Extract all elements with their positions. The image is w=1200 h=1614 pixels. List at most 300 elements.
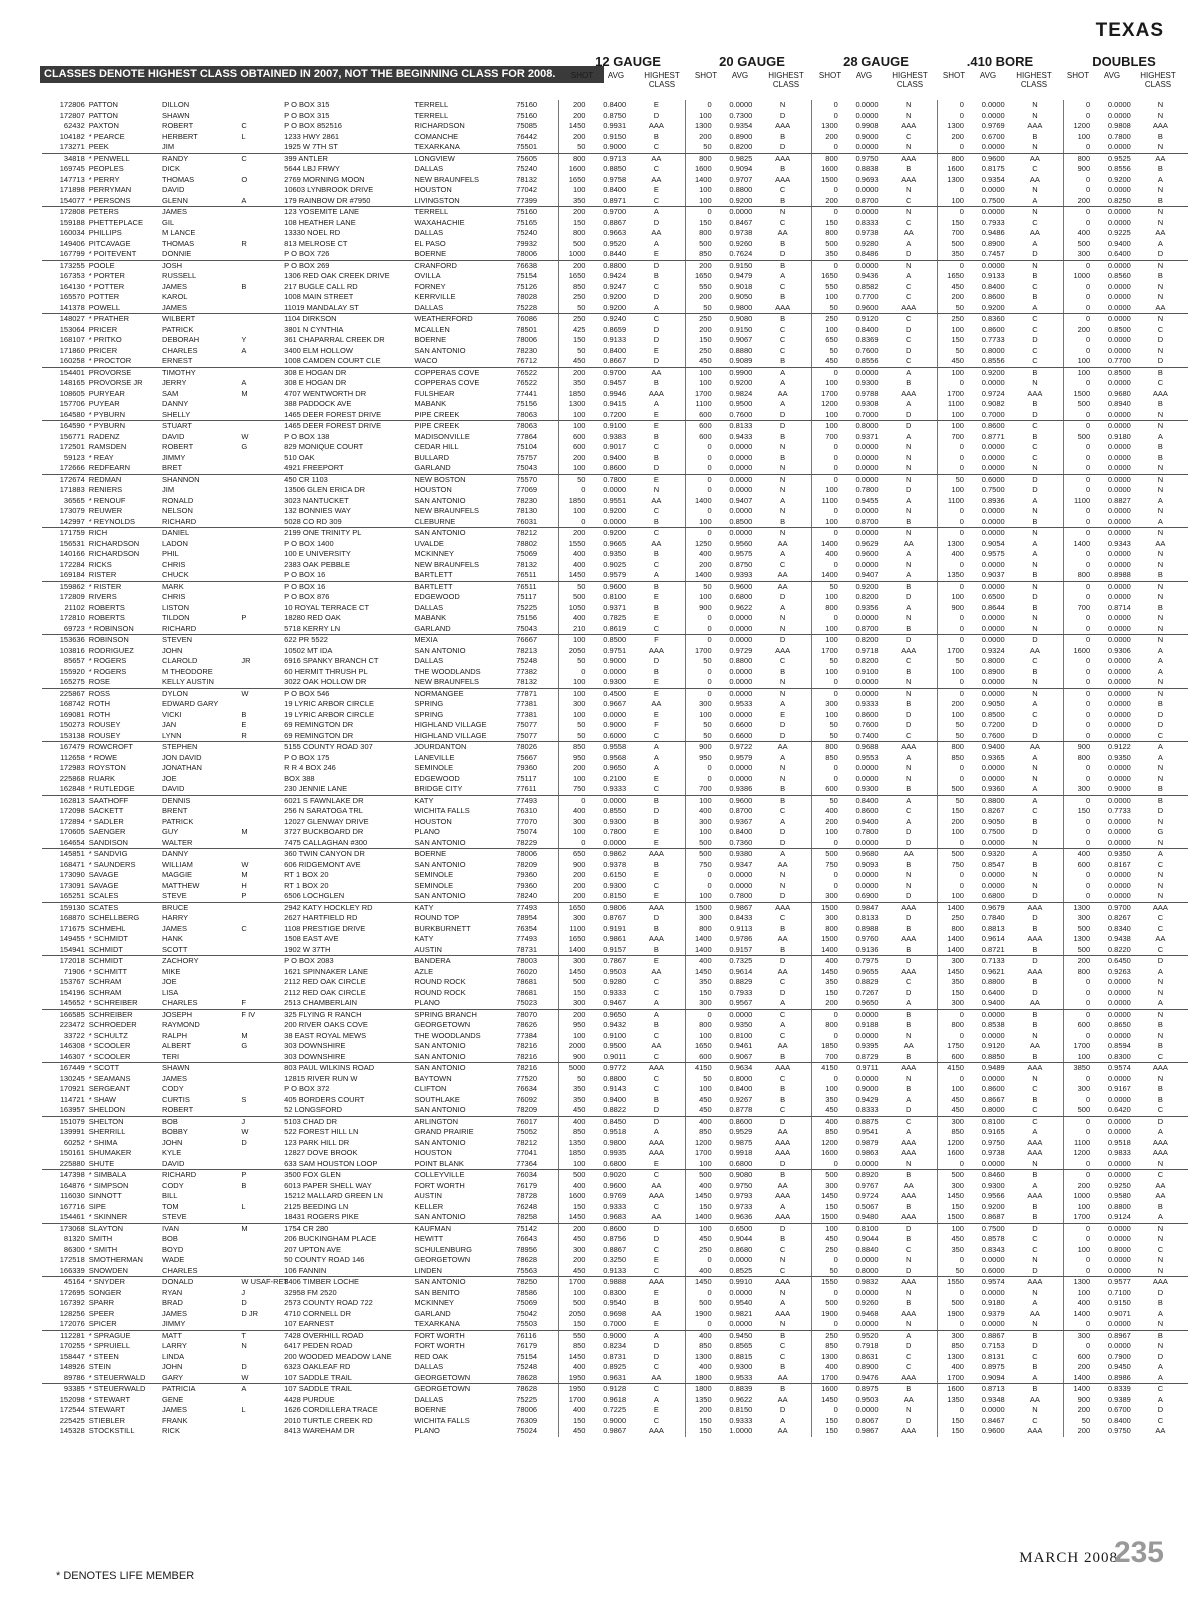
doubles-shot: 300: [1064, 913, 1092, 924]
last-name: ROBERTS: [88, 602, 125, 612]
doubles-highest-class: N: [1157, 217, 1164, 227]
410-bore-avg: 0.0000: [966, 1159, 1007, 1170]
gauge-header-28: [816, 54, 936, 89]
city: AZLE: [414, 966, 434, 976]
doubles-avg: 0.0000: [1107, 528, 1131, 537]
city: CRANFORD: [414, 260, 457, 270]
12-gauge-avg: 0.9667: [603, 699, 627, 708]
col-avg: AVG: [855, 71, 873, 80]
city: BOERNE: [414, 335, 447, 344]
410-bore-avg: 0.9200: [966, 303, 1007, 314]
20-gauge-highest-class: AAA: [775, 1148, 791, 1157]
city: TERRELL: [414, 100, 449, 109]
doubles-highest-class: N: [1157, 688, 1164, 698]
410-bore-shot: 850: [937, 1341, 965, 1352]
col-avg: AVG: [731, 71, 749, 80]
doubles-highest-class: B: [1133, 196, 1188, 207]
12-gauge-highest-class: E: [653, 1255, 659, 1264]
20-gauge-shot: 1450: [685, 967, 713, 978]
12-gauge-shot: 600: [559, 442, 587, 453]
20-gauge-avg: 0.9793: [729, 1191, 753, 1200]
28-gauge-avg: 0.9750: [855, 153, 879, 163]
last-name: * ROGERS: [88, 656, 127, 665]
12-gauge-avg: 0.9800: [603, 1137, 627, 1147]
member-id: 166339: [42, 1266, 87, 1277]
last-name: RICKS: [88, 559, 112, 569]
last-name: RISTER: [87, 570, 160, 581]
12-gauge-highest-class: B: [653, 131, 659, 141]
20-gauge-avg: 0.9386: [714, 784, 755, 795]
28-gauge-avg: 0.0000: [855, 506, 879, 515]
doubles-highest-class: N: [1157, 977, 1164, 986]
12-gauge-avg: 0.8600: [603, 1223, 627, 1233]
last-name: SCHRAM: [88, 987, 122, 997]
12-gauge-shot: 1450: [559, 967, 587, 978]
first-name: ZACHORY: [162, 956, 199, 965]
410-bore-avg: 0.9354: [981, 174, 1005, 184]
28-gauge-shot: 1550: [811, 1277, 839, 1288]
12-gauge-shot: 1050: [559, 603, 587, 614]
20-gauge-highest-class: C: [779, 806, 786, 815]
12-gauge-highest-class: A: [653, 1127, 659, 1136]
street-address: 633 SAM HOUSTON LOOP: [282, 1159, 412, 1170]
12-gauge-avg: 0.8822: [587, 1105, 628, 1116]
410-bore-shot: 150: [937, 1202, 965, 1213]
doubles-avg: 0.9071: [1107, 1308, 1131, 1318]
street-address: 6916 SPANKY BRANCH CT: [284, 656, 379, 665]
410-bore-shot: 0: [937, 453, 965, 464]
410-bore-avg: 0.0000: [966, 838, 1007, 849]
city: SAN ANTONIO: [412, 1212, 514, 1223]
28-gauge-shot: 400: [811, 1362, 839, 1373]
doubles-highest-class: N: [1157, 207, 1164, 216]
28-gauge-shot: 800: [811, 603, 839, 614]
12-gauge-shot: 100: [559, 463, 587, 474]
20-gauge-avg: 0.9786: [729, 934, 753, 943]
first-name: CHRIS: [162, 592, 186, 601]
410-bore-highest-class: B: [1032, 431, 1038, 441]
28-gauge-shot: 100: [811, 325, 839, 336]
name-suffix: M: [241, 1030, 248, 1040]
28-gauge-highest-class: A: [881, 998, 938, 1009]
12-gauge-shot: 0: [559, 485, 587, 496]
name-suffix: [239, 528, 282, 539]
12-gauge-shot: 300: [559, 913, 587, 924]
410-bore-highest-class: C: [1032, 1234, 1038, 1243]
doubles-highest-class: B: [1157, 442, 1163, 451]
doubles-avg: 0.9833: [1107, 1148, 1131, 1157]
28-gauge-shot: 250: [811, 314, 839, 325]
28-gauge-shot: 350: [811, 977, 839, 988]
name-suffix: M: [241, 388, 248, 398]
20-gauge-highest-class: N: [779, 207, 786, 216]
last-name: SANDISON: [87, 838, 160, 849]
doubles-shot: 1400: [1064, 539, 1092, 550]
doubles-highest-class: A: [1133, 1373, 1188, 1384]
name-suffix: [239, 784, 282, 795]
member-id: 69723: [42, 624, 87, 635]
table-row: [42, 720, 1188, 731]
410-bore-highest-class: N: [1007, 142, 1064, 153]
city: SAN ANTONIO: [412, 838, 514, 849]
20-gauge-highest-class: D: [779, 720, 786, 729]
zip-code: 77871: [516, 688, 538, 698]
410-bore-shot: 100: [937, 827, 965, 838]
doubles-highest-class: B: [1133, 784, 1188, 795]
table-row: [42, 132, 1188, 143]
zip-code: 77381: [516, 709, 538, 719]
12-gauge-avg: 0.9698: [603, 1308, 627, 1318]
12-gauge-highest-class: AAA: [648, 1137, 664, 1147]
table-row: [42, 945, 1188, 956]
name-suffix: [239, 934, 282, 945]
first-name: KYLE: [162, 1148, 182, 1157]
first-name: JOE: [162, 977, 177, 986]
name-suffix: [239, 817, 282, 828]
28-gauge-highest-class: N: [906, 688, 912, 698]
doubles-avg: 0.0000: [1107, 635, 1131, 644]
410-bore-avg: 0.8600: [981, 292, 1005, 301]
first-name: BOB: [162, 1234, 178, 1243]
doubles-highest-class: N: [1133, 142, 1188, 153]
410-bore-shot: 250: [937, 314, 965, 325]
410-bore-shot: 50: [937, 303, 965, 314]
doubles-avg: 0.8986: [1092, 1373, 1133, 1384]
20-gauge-shot: 50: [685, 731, 713, 742]
28-gauge-avg: 0.8067: [855, 1415, 879, 1425]
410-bore-shot: 0: [937, 1009, 965, 1020]
city: CLIFTON: [414, 1084, 447, 1093]
410-bore-avg: 0.0000: [981, 688, 1005, 698]
zip-code: 78063: [514, 410, 559, 421]
12-gauge-shot: 150: [559, 1416, 587, 1427]
28-gauge-highest-class: D: [881, 1105, 938, 1116]
20-gauge-highest-class: C: [779, 185, 786, 194]
20-gauge-highest-class: D: [754, 249, 811, 260]
street-address: 12815 RIVER RUN W: [284, 1073, 358, 1083]
410-bore-shot: 100: [937, 592, 965, 603]
28-gauge-shot: 1200: [811, 399, 839, 410]
city: ROUND TOP: [414, 913, 460, 922]
doubles-shot: 800: [1064, 967, 1092, 978]
street-address: 107 SADDLE TRAIL: [282, 1373, 412, 1384]
410-bore-shot: 1700: [937, 646, 965, 657]
20-gauge-highest-class: C: [779, 1009, 786, 1019]
410-bore-avg: 0.8000: [981, 345, 1005, 355]
last-name: STOCKSTILL: [88, 1426, 135, 1435]
410-bore-avg: 0.6800: [966, 891, 1007, 902]
first-name: JOE: [162, 773, 177, 783]
zip-code: 75563: [514, 1266, 559, 1277]
20-gauge-highest-class: AAA: [754, 1212, 811, 1223]
12-gauge-highest-class: E: [653, 474, 659, 484]
doubles-shot: 0: [1064, 1116, 1092, 1127]
name-suffix: G: [241, 1041, 248, 1050]
410-bore-highest-class: A: [1007, 303, 1064, 314]
410-bore-shot: 1300: [937, 1352, 965, 1363]
410-bore-highest-class: D: [1007, 249, 1064, 260]
zip-code: 78070: [516, 1009, 538, 1019]
street-address: 5718 KERRY LN: [282, 624, 412, 635]
table-row: [42, 891, 1188, 902]
table-row: [42, 1373, 1188, 1384]
last-name: * SNYDER: [88, 1277, 126, 1286]
28-gauge-highest-class: D: [906, 720, 912, 729]
doubles-shot: 0: [1064, 111, 1092, 122]
28-gauge-highest-class: A: [906, 495, 912, 505]
20-gauge-avg: 0.9080: [729, 314, 753, 323]
20-gauge-highest-class: B: [780, 260, 786, 270]
12-gauge-avg: 0.8100: [603, 592, 627, 601]
12-gauge-shot: 50: [559, 142, 587, 153]
20-gauge-shot: 200: [685, 132, 713, 143]
first-name: CHARLES: [160, 1266, 239, 1277]
name-suffix: [239, 1245, 282, 1256]
28-gauge-highest-class: A: [906, 549, 912, 558]
zip-code: 75077: [516, 720, 538, 729]
20-gauge-highest-class: D: [779, 635, 786, 644]
410-bore-shot: 450: [937, 282, 965, 293]
28-gauge-shot: 0: [811, 1074, 839, 1085]
410-bore-highest-class: AAA: [1027, 121, 1043, 130]
28-gauge-shot: 150: [811, 218, 839, 229]
city: SPRING BRANCH: [414, 1009, 477, 1019]
member-id: 145851: [59, 849, 85, 858]
city: THE WOODLANDS: [414, 1030, 481, 1040]
20-gauge-highest-class: N: [779, 688, 786, 698]
city: COPPERAS COVE: [414, 378, 480, 387]
12-gauge-highest-class: B: [653, 378, 659, 387]
12-gauge-shot: 50: [559, 346, 587, 357]
12-gauge-avg: 0.9600: [603, 581, 627, 591]
member-id: 172894: [59, 816, 85, 826]
20-gauge-shot: 800: [685, 1020, 713, 1031]
12-gauge-shot: 1000: [559, 249, 587, 260]
doubles-shot: 0: [1064, 677, 1092, 688]
410-bore-highest-class: B: [1032, 399, 1038, 408]
doubles-highest-class: N: [1157, 185, 1164, 194]
member-id: 167449: [59, 1063, 85, 1072]
city: NEW BOSTON: [414, 474, 466, 484]
410-bore-highest-class: N: [1032, 528, 1038, 537]
first-name: PATRICK: [162, 816, 194, 826]
410-bore-shot: 0: [937, 506, 965, 517]
zip-code: 75077: [514, 731, 559, 742]
12-gauge-highest-class: AAA: [648, 121, 664, 130]
city: DALLAS: [414, 164, 444, 173]
doubles-shot: 0: [1064, 185, 1092, 196]
20-gauge-shot: 1350: [685, 1395, 713, 1406]
12-gauge-avg: 0.9683: [587, 1212, 628, 1223]
12-gauge-highest-class: E: [653, 773, 659, 783]
12-gauge-avg: 0.9867: [603, 1426, 627, 1435]
table-row: [42, 624, 1188, 635]
last-name: SPICER: [87, 1319, 160, 1330]
doubles-shot: 800: [1064, 570, 1092, 581]
doubles-shot: 200: [1064, 1362, 1092, 1373]
20-gauge-shot: 850: [685, 1127, 713, 1138]
zip-code: 75043: [514, 624, 559, 635]
first-name: TIMOTHY: [162, 367, 196, 377]
name-suffix: D JR: [241, 1308, 259, 1318]
20-gauge-shot: 150: [685, 1426, 713, 1437]
12-gauge-shot: 1700: [559, 1277, 587, 1288]
28-gauge-shot: 1700: [811, 389, 839, 400]
410-bore-avg: 0.7133: [981, 956, 1005, 965]
last-name: * PEARCE: [88, 131, 125, 141]
12-gauge-highest-class: AA: [651, 174, 662, 184]
12-gauge-shot: 1450: [559, 570, 587, 581]
410-bore-shot: 0: [937, 624, 965, 635]
table-row: [42, 1116, 1188, 1127]
20-gauge-shot: 1600: [685, 164, 713, 175]
zip-code: 76310: [516, 806, 538, 815]
28-gauge-highest-class: C: [906, 806, 912, 815]
28-gauge-shot: 250: [811, 1330, 839, 1341]
12-gauge-shot: 1600: [559, 164, 587, 175]
12-gauge-highest-class: C: [653, 1201, 660, 1211]
28-gauge-avg: 0.9395: [855, 1041, 879, 1050]
28-gauge-highest-class: C: [906, 656, 912, 665]
12-gauge-avg: 0.9350: [603, 549, 627, 558]
28-gauge-highest-class: D: [906, 485, 912, 494]
table-row: [42, 153, 1188, 164]
city: FORNEY: [414, 281, 446, 291]
28-gauge-shot: 0: [811, 207, 839, 218]
city: GRAND PRAIRIE: [414, 1127, 474, 1136]
28-gauge-avg: 0.8000: [855, 421, 879, 430]
410-bore-shot: 1300: [937, 539, 965, 550]
410-bore-shot: 0: [937, 881, 965, 892]
table-row: [42, 228, 1188, 239]
20-gauge-shot: 4150: [685, 1063, 713, 1074]
name-suffix: [239, 1416, 282, 1427]
20-gauge-avg: 0.9636: [714, 1212, 755, 1223]
street-address: 18431 ROGERS PIKE: [282, 1212, 412, 1223]
28-gauge-avg: 0.9503: [855, 1394, 879, 1404]
410-bore-shot: 150: [937, 1416, 965, 1427]
last-name: SHUMAKER: [88, 1148, 132, 1157]
410-bore-shot: 1400: [937, 934, 965, 945]
28-gauge-highest-class: C: [906, 217, 912, 227]
doubles-avg: 0.0000: [1107, 1127, 1131, 1136]
name-suffix: [239, 795, 282, 806]
20-gauge-highest-class: AA: [777, 1127, 788, 1136]
410-bore-avg: 0.9050: [981, 816, 1005, 826]
doubles-shot: 100: [1064, 1052, 1092, 1063]
410-bore-highest-class: N: [1032, 763, 1038, 772]
20-gauge-avg: 0.8700: [729, 806, 753, 815]
410-bore-avg: 0.0000: [981, 442, 1005, 451]
city: TERRELL: [414, 207, 449, 216]
20-gauge-shot: 0: [685, 774, 713, 785]
name-suffix: [239, 496, 282, 507]
col-highest-class: HIGHEST CLASS: [1016, 71, 1052, 89]
name-suffix: R: [239, 731, 282, 742]
doubles-avg: 0.0000: [1107, 292, 1131, 301]
doubles-shot: 200: [1064, 196, 1092, 207]
20-gauge-avg: 0.8500: [714, 517, 755, 528]
street-address: 1008 MAIN STREET: [284, 292, 354, 301]
12-gauge-avg: 0.9888: [603, 1277, 627, 1286]
410-bore-highest-class: C: [1032, 1084, 1038, 1093]
city: LIVINGSTON: [412, 196, 514, 207]
20-gauge-shot: 200: [685, 292, 713, 303]
410-bore-highest-class: C: [1032, 281, 1038, 291]
20-gauge-highest-class: B: [780, 666, 786, 676]
name-suffix: [239, 624, 282, 635]
doubles-shot: 200: [1064, 956, 1092, 967]
20-gauge-avg: 0.7300: [729, 110, 753, 120]
410-bore-shot: 150: [937, 218, 965, 229]
name-suffix: P: [241, 1170, 247, 1179]
28-gauge-shot: 350: [811, 249, 839, 260]
doubles-avg: 0.0000: [1107, 207, 1131, 216]
20-gauge-shot: 0: [685, 442, 713, 453]
20-gauge-shot: 150: [685, 1416, 713, 1427]
name-suffix: G: [241, 442, 248, 451]
12-gauge-highest-class: D: [653, 913, 660, 922]
20-gauge-highest-class: B: [780, 314, 786, 323]
12-gauge-highest-class: C: [628, 1266, 685, 1277]
table-row: [42, 635, 1188, 646]
zip-code: 76643: [516, 1234, 538, 1243]
410-bore-highest-class: AA: [1029, 228, 1040, 237]
name-suffix: E: [241, 720, 247, 729]
410-bore-avg: 0.7153: [981, 1341, 1005, 1350]
12-gauge-shot: 1450: [559, 1352, 587, 1363]
20-gauge-highest-class: N: [779, 1255, 786, 1264]
410-bore-highest-class: C: [1007, 1105, 1064, 1116]
12-gauge-avg: 0.9240: [603, 314, 627, 323]
member-id: 162848: [42, 784, 87, 795]
zip-code: 76667: [516, 635, 538, 644]
410-bore-avg: 0.0000: [966, 463, 1007, 474]
20-gauge-avg: 0.7325: [729, 956, 753, 965]
roster-body: [42, 100, 1188, 1437]
12-gauge-avg: 0.9020: [603, 1170, 627, 1179]
28-gauge-highest-class: N: [906, 1030, 912, 1040]
20-gauge-avg: 0.9529: [729, 1127, 753, 1136]
table-row: [42, 1309, 1188, 1320]
city: TEXARKANA: [412, 1319, 514, 1330]
first-name: BRET: [160, 463, 239, 474]
20-gauge-highest-class: C: [779, 913, 786, 922]
12-gauge-highest-class: C: [628, 624, 685, 635]
doubles-highest-class: AA: [1155, 1426, 1166, 1435]
28-gauge-shot: 850: [811, 1127, 839, 1138]
20-gauge-highest-class: D: [754, 891, 811, 902]
street-address: 107 SADDLE TRAIL: [284, 1384, 352, 1393]
doubles-highest-class: D: [1157, 1351, 1164, 1361]
city: MEXIA: [414, 635, 438, 644]
410-bore-avg: 0.6000: [966, 1266, 1007, 1277]
410-bore-shot: 1350: [937, 570, 965, 581]
20-gauge-avg: 0.7800: [714, 891, 755, 902]
doubles-highest-class: N: [1157, 870, 1164, 879]
table-row: [42, 934, 1188, 945]
zip-code: 78132: [516, 559, 538, 569]
doubles-avg: 0.9250: [1107, 1180, 1131, 1190]
20-gauge-avg: 0.9354: [729, 121, 753, 130]
name-suffix: W: [241, 688, 249, 698]
street-address: 6323 OAKLEAF RD: [284, 1362, 351, 1371]
12-gauge-shot: 1950: [559, 1373, 587, 1384]
name-suffix: M: [241, 1223, 248, 1233]
name-suffix: [239, 218, 282, 229]
410-bore-shot: 0: [937, 613, 965, 624]
28-gauge-shot: 300: [811, 891, 839, 902]
